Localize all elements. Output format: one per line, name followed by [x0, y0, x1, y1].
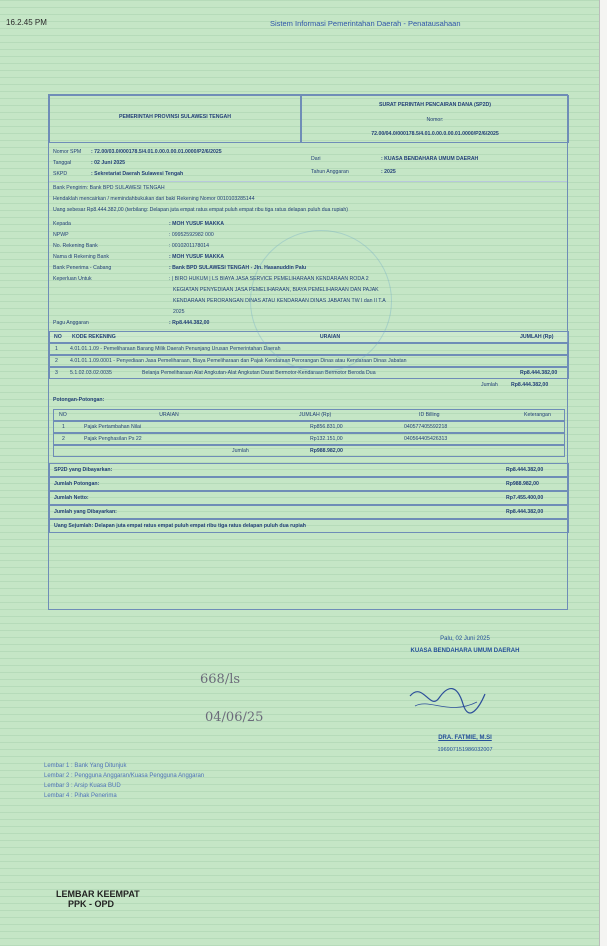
npwp-label: NPWP: [53, 232, 69, 238]
col-uraian: URAIAN: [319, 334, 341, 340]
pot-jumlah: Rp132.151,00: [310, 436, 343, 442]
tahun-value: : 2025: [381, 169, 396, 175]
pot-col-no: NO: [59, 412, 67, 418]
summary-label: SP2D yang Dibayarkan:: [54, 467, 113, 473]
pot-uraian: Pajak Penghasilan Ps 22: [84, 436, 142, 442]
norek-label: No. Rekening Bank: [53, 243, 98, 249]
system-title: Sistem Informasi Pemerintahan Daerah - Penatausahaan: [270, 19, 461, 28]
jumlah-label: Jumlah: [481, 382, 498, 388]
row-jumlah: Rp8.444.382,00: [520, 370, 558, 376]
potongan-label: Potongan-Potongan:: [53, 397, 105, 403]
sp2d-nomor-value: 72.00/04.0/000178.5/4.01.0.00.0.00.01.0000/P2/6/2025: [371, 131, 499, 137]
pot-col-billing: ID Billing: [419, 412, 440, 418]
tanggal-label: Tanggal: [53, 160, 72, 166]
footer-line-2: PPK - OPD: [68, 899, 115, 909]
summary-row: [49, 505, 569, 519]
pot-no: 1: [62, 424, 65, 430]
hendaklah-line: Hendaklah mencairkan / memindahbukukan dari baki Rekening Nomor 0010103285144: [53, 196, 255, 202]
pagu-value: : Rp8.444.382,00: [169, 320, 210, 326]
signature-nip: 196907151986032007: [437, 747, 493, 753]
norek-value: : 0010201178014: [169, 243, 210, 249]
handwritten-note-1: 668/ls: [200, 672, 241, 687]
row-kode: 5.1.02.03.02.0035: [70, 370, 112, 376]
pot-row: [53, 421, 565, 433]
seal-watermark: [250, 230, 392, 372]
summary-value: Rp8.444.382,00: [506, 467, 544, 473]
col-kode: KODE REKENING: [72, 334, 116, 340]
bank-penerima-label: Bank Penerima - Cabang: [53, 265, 112, 271]
summary-value: Rp7.455.400,00: [506, 495, 544, 501]
handwritten-signature: [405, 676, 490, 726]
row-kode: 4.01.01.1.09.0001 - Penyediaan Jasa Pemeliharaan, Biaya Pemeliharaan dan Pajak Kendaraan Perorangan Dinas atau Kendaraan Dinas Jabatan: [70, 358, 407, 364]
npwp-value: : 09952592982 000: [169, 232, 214, 238]
nomor-spm-value: : 72.00/03.0/000178.5/4.01.0.00.0.00.01.0000/P2/6/2025: [91, 149, 222, 155]
summary-row: [49, 477, 569, 491]
keperluan-line-1: : | BIRO HUKUM | LS BIAYA JASA SERVICE PEMELIHARAAN KENDARAAN RODA 2: [169, 276, 369, 282]
nama-rekening-label: Nama di Rekening Bank: [53, 254, 109, 260]
keperluan-label: Keperluan Untuk: [53, 276, 92, 282]
row-uraian: Belanja Pemeliharaan Alat Angkutan-Alat Angkutan Darat Bermotor-Kendaraan Bermotor Beroda Dua: [142, 370, 376, 376]
pot-row: [53, 433, 565, 445]
bank-pengirim: Bank Pengirim: Bank BPD SULAWESI TENGAH: [53, 185, 165, 191]
pot-col-jumlah: JUMLAH (Rp): [299, 412, 332, 418]
keperluan-line-3: KENDARAAN PERORANGAN DINAS ATAU KENDARAAN DINAS JABATAN TW I dan II T.A: [173, 298, 386, 304]
col-no: NO: [54, 334, 62, 340]
lembar-2: Lembar 2 : Pengguna Anggaran/Kuasa Pengguna Anggaran: [44, 773, 205, 779]
pot-billing: 040577405592218: [404, 424, 448, 430]
pot-jumlah: Rp856.831,00: [310, 424, 343, 430]
terbilang-text: Uang Sejumlah: Delapan juta empat ratus empat puluh empat ribu tiga ratus delapan puluh dua rupiah: [54, 523, 306, 529]
row-kode: 4.01.01.1.09 - Pemeliharaan Barang Milik Daerah Penunjang Urusan Pemerintahan Daerah: [70, 346, 281, 352]
summary-row: [49, 491, 569, 505]
row-no: 3: [55, 370, 58, 376]
bank-penerima-value: : Bank BPD SULAWESI TENGAH - Jln. Hasanuddin Palu: [169, 265, 307, 271]
footer-lembar-keempat: [56, 889, 140, 909]
summary-label: Jumlah yang Dibayarkan:: [54, 509, 117, 515]
skpd-label: SKPD: [53, 171, 68, 177]
pot-total-row: [53, 445, 565, 457]
footer-line-1: LEMBAR KEEMPAT: [56, 889, 140, 899]
sp2d-nomor-label: Nomor:: [426, 117, 444, 123]
summary-value: Rp8.444.382,00: [506, 509, 544, 515]
summary-label: Jumlah Potongan:: [54, 481, 100, 487]
tahun-label: Tahun Anggaran: [311, 169, 349, 175]
row-no: 1: [55, 346, 58, 352]
pot-uraian: Pajak Pertambahan Nilai: [84, 424, 142, 430]
pot-billing: 040564405426313: [404, 436, 448, 442]
pot-col-ket: Keterangan: [524, 412, 551, 418]
separator: [49, 181, 567, 182]
jumlah-value: Rp8.444.382,00: [511, 382, 549, 388]
skpd-value: : Sekretariat Daerah Sulawesi Tengah: [91, 171, 184, 177]
handwritten-note-2: 04/06/25: [205, 710, 264, 725]
print-time: 16.2.45 PM: [6, 18, 47, 27]
pot-no: 2: [62, 436, 65, 442]
row-no: 2: [55, 358, 58, 364]
lembar-4: Lembar 4 : Pihak Penerima: [44, 793, 117, 799]
lembar-3: Lembar 3 : Arsip Kuasa BUD: [44, 783, 121, 789]
summary-value: Rp988.982,00: [506, 481, 539, 487]
paper-edge: [599, 0, 607, 946]
dari-value: : KUASA BENDAHARA UMUM DAERAH: [381, 156, 479, 162]
pagu-label: Pagu Anggaran: [53, 320, 89, 326]
pot-total-label: Jumlah: [232, 448, 249, 454]
signature-title: KUASA BENDAHARA UMUM DAERAH: [410, 648, 520, 654]
left-header-cell: [49, 95, 301, 143]
signature-name: DRA. FATMIE, M.SI: [438, 735, 492, 741]
keperluan-line-4: 2025: [173, 309, 185, 315]
signature-place-date: Palu, 02 Juni 2025: [440, 636, 490, 642]
nama-rekening-value: : MOH YUSUF MAKKA: [169, 254, 224, 260]
pot-header-row: [53, 409, 565, 421]
nomor-spm-label: Nomor SPM: [53, 149, 82, 155]
summary-row: [49, 463, 569, 477]
col-jumlah: JUMLAH (Rp): [520, 334, 554, 340]
uang-line: Uang sebesar Rp8.444.382,00 (terbilang: Delapan juta empat ratus empat puluh empat ribu tiga ratus delapan puluh dua rupiah): [53, 207, 349, 213]
pot-total-value: Rp988.982,00: [310, 448, 343, 454]
lembar-1: Lembar 1 : Bank Yang Ditunjuk: [44, 763, 127, 769]
province-header: PEMERINTAH PROVINSI SULAWESI TENGAH: [118, 114, 232, 120]
pot-col-uraian: URAIAN: [159, 412, 179, 418]
terbilang-row: [49, 519, 569, 533]
dari-label: Dari: [311, 156, 321, 162]
right-header-cell: [301, 95, 569, 143]
keperluan-line-2: KEGIATAN PENYEDIAAN JASA PEMELIHARAAN, BIAYA PEMELIHARAAN DAN PAJAK: [173, 287, 379, 293]
summary-label: Jumlah Netto:: [54, 495, 89, 501]
sp2d-title: SURAT PERINTAH PENCAIRAN DANA (SP2D): [378, 102, 491, 108]
kepada-value: : MOH YUSUF MAKKA: [169, 221, 224, 227]
tanggal-value: : 02 Juni 2025: [91, 160, 126, 166]
kepada-label: Kepada: [53, 221, 71, 227]
